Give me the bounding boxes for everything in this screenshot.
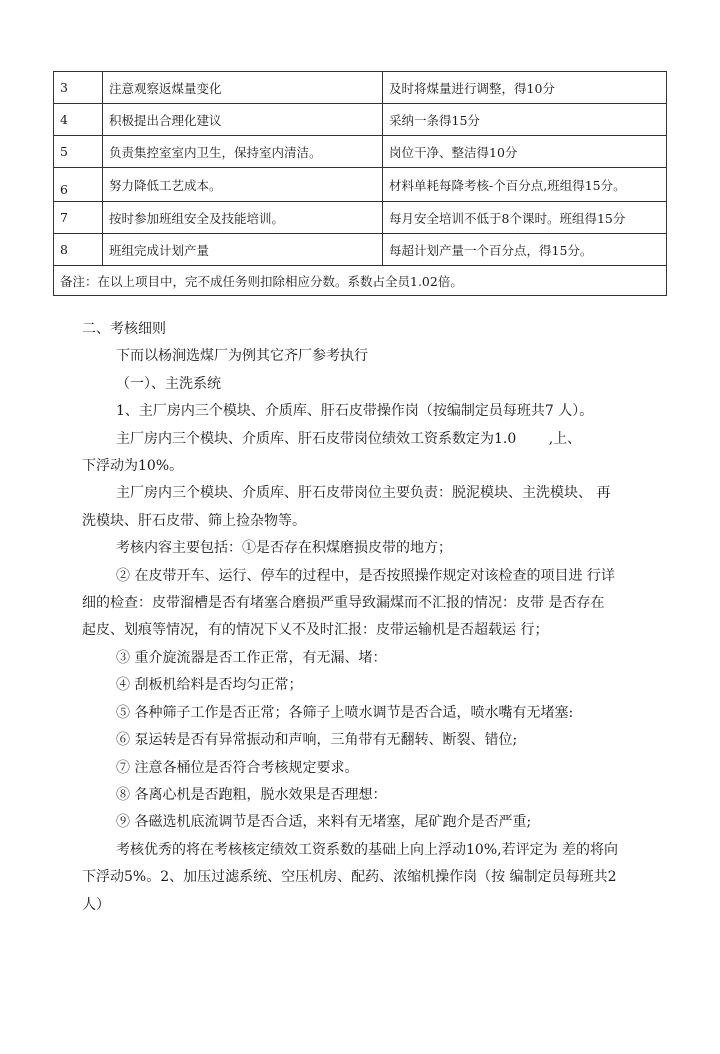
check-item-2-line-2: 细的检查：皮带溜槽是否有堵塞合磨损严重导致漏煤而不汇报的情况：皮带 是否存在 [82,595,605,612]
row-criterion: 材料单耗每降考核-个百分点,班组得15分。 [383,168,667,202]
row-criterion: 采纳一条得15分 [383,104,667,136]
table-row [54,104,667,136]
row-criterion: 每月安全培训不低于8个课时。班组得15分 [383,202,667,234]
check-item-6: ⑥ 泵运转是否有异常振动和声响，三角带有无翻转、断裂、错位; [116,732,518,749]
check-item-8: ⑧ 各离心机是否跑粗，脱水效果是否理想： [116,786,387,803]
check-item-2-line-3: 起皮、划痕等情况，有的情况下乂不及时汇报：皮带运输机是否超载运 行； [82,622,549,639]
assessment-rules-section [82,316,672,919]
row-number: 7 [54,202,103,234]
check-item-4: ④ 刮板机给料是否均匀正常； [116,677,303,694]
final-line-1: 考核优秀的将在考核核定绩效工资系数的基础上向上浮动10%,若评定为 差的将向 [116,841,619,858]
check-item-9: ⑨ 各磁选机底流调节是否合适，来料有无堵塞，尾矿跑介是否严重; [116,814,532,831]
row-criterion: 岗位干净、整洁得10分 [383,136,667,168]
row-number: 8 [54,234,103,266]
final-line-3: 人） [82,896,110,913]
check-item-5: ⑤ 各种筛子工作是否正常；各筛子上喷水调节是否合适，喷水嘴有无堵塞: [116,704,574,721]
row-number: 5 [54,136,103,168]
coefficient-line-1: 主厂房内三个模块、介质库、肝石皮带岗位绩效工资系数定为1.0 ,上、 [116,430,582,447]
subsection-heading: （一）、主洗系统 [116,375,221,392]
row-number: 6 [54,168,103,202]
final-line-2: 下浮动5%。2、加压过滤系统、空压机房、配药、浓缩机操作岗（按 编制定员每班共2 [82,869,617,886]
row-item: 负责集控室室内卫生，保持室内清洁。 [103,136,383,168]
row-item: 努力降低工艺成本。 [103,168,383,202]
check-intro: 考核内容主要包括：①是否存在积煤磨损皮带的地方； [116,540,452,557]
kpi-table [53,71,667,296]
check-item-7: ⑦ 注意各桶位是否符合考核规定要求。 [116,759,359,776]
table-row [54,136,667,168]
table-note: 备注：在以上项目中，完不成任务则扣除相应分数。系数占全员1.02倍。 [54,266,667,296]
row-item: 班组完成计划产量 [103,234,383,266]
duties-line-1: 主厂房内三个模块、介质库、肝石皮带岗位主要负责：脱泥模块、主洗模块、 再 [116,485,611,502]
check-item-3: ③ 重介旋流器是否工作正常，有无漏、堵： [116,649,387,666]
row-item: 按时参加班组安全及技能培训。 [103,202,383,234]
item-1-paragraph: 1、主厂房内三个模块、介质库、肝石皮带操作岗（按编制定员每班共7 人）。 [116,403,594,420]
table-row [54,168,667,202]
table-row [54,72,667,104]
table-note-row [54,266,667,296]
row-number: 3 [54,72,103,104]
kpi-table-container [53,71,667,296]
duties-line-2: 洗模块、肝石皮带、筛上捡杂物等。 [82,512,306,529]
section-heading: 二、考核细则 [82,321,166,337]
row-item: 积极提出合理化建议 [103,104,383,136]
row-criterion: 及时将煤量进行调整，得10分 [383,72,667,104]
table-row [54,202,667,234]
row-item: 注意观察返煤量变化 [103,72,383,104]
row-number: 4 [54,104,103,136]
intro-paragraph: 下而以杨涧选煤厂为例其它齐厂参考执行 [116,348,368,365]
row-criterion: 每超计划产量一个百分点，得15分。 [383,234,667,266]
coefficient-line-2: 下浮动为10%。 [82,458,184,475]
check-item-2-line-1: ② 在皮带开车、运行、停车的过程中，是否按照操作规定对该检查的项目进 行详 [116,567,615,584]
table-row [54,234,667,266]
